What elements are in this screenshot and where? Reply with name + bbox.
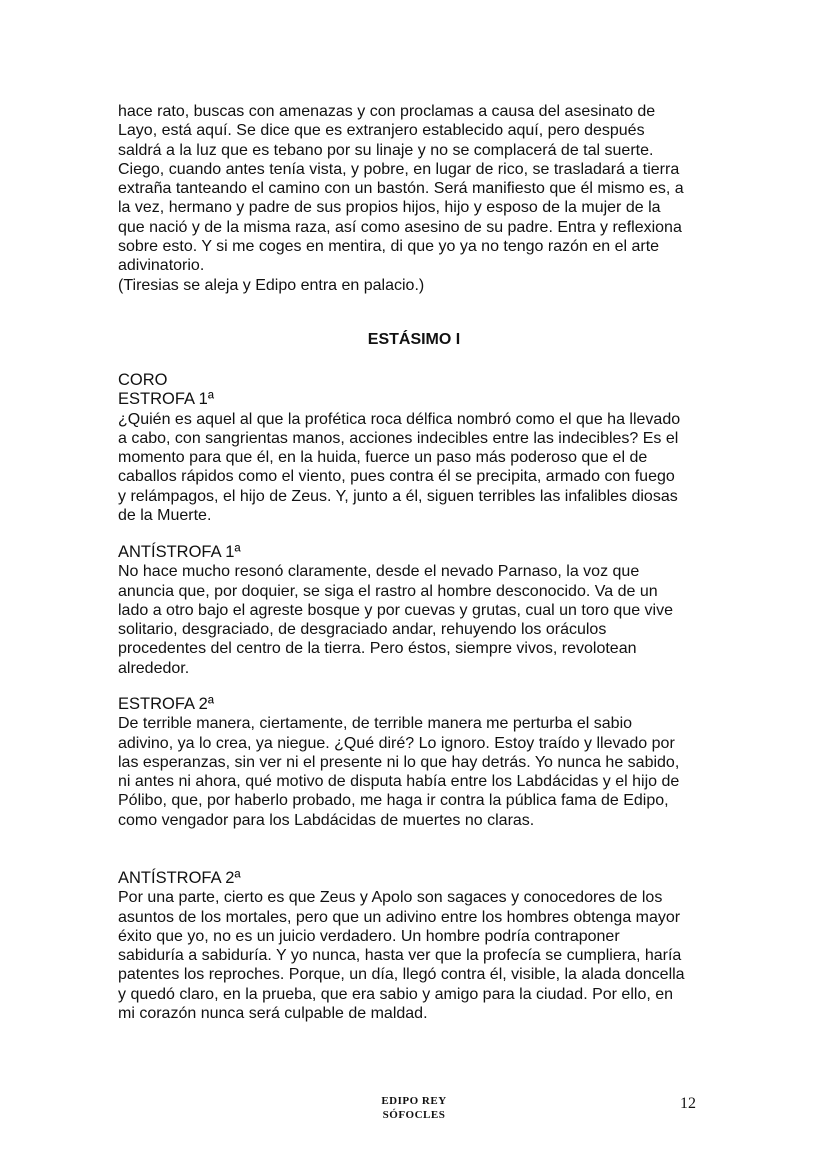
text-line: adivinatorio. (118, 257, 205, 275)
antistrofa-1-block (118, 543, 718, 678)
footer-author: SÓFOCLES (382, 1109, 446, 1121)
text-line: las esperanzas, sin ver ni el presente ni lo que hay detrás. Yo nunca he sabido, (118, 753, 680, 771)
text-line: anuncia que, por doquier, se siga el rastro al hombre desconocido. Va de un (118, 582, 658, 600)
dialogue-block (118, 102, 718, 295)
text-line: de la Muerte. (118, 507, 212, 525)
strophe-label: ESTROFA 1ª (118, 390, 214, 409)
section-title: ESTÁSIMO I (367, 331, 461, 348)
strophe-label: ANTÍSTROFA 2ª (118, 869, 241, 887)
text-line: mi corazón nunca será culpable de maldad. (118, 1005, 428, 1023)
text-line: Por una parte, cierto es que Zeus y Apolo son sagaces y conocedores de los (118, 889, 663, 907)
text-line: como vengador para los Labdácidas de muertes no claras. (118, 811, 535, 829)
text-line: patentes los reproches. Porque, un día, llegó contra él, visible, la alada doncella (118, 966, 685, 984)
text-line: adivino, ya lo crea, ya niegue. ¿Qué diré? Lo ignoro. Estoy traído y llevado por (118, 734, 675, 752)
text-line: éxito que yo, no es un juicio verdadero. Un hombre podría contraponer (118, 927, 620, 945)
speaker-label: CORO (118, 371, 168, 389)
text-line: hace rato, buscas con amenazas y con proclamas a causa del asesinato de (118, 103, 656, 120)
text-line: momento para que él, en la huida, fuerce un paso más poderoso que el de (118, 449, 648, 467)
text-line: lado a otro bajo el agreste bosque y por cuevas y grutas, cual un toro que vive (118, 601, 674, 619)
text-line: saldrá a la luz que es tebano por su linaje y no se complacerá de tal suerte. (118, 141, 654, 159)
estrofa-1-block (118, 371, 718, 525)
estrofa-2-block (118, 695, 718, 830)
text-line: ni antes ni ahora, qué motivo de disputa había entre los Labdácidas y el hijo de (118, 773, 680, 791)
text-line: asuntos de los mortales, pero que un adivino entre los hombres obtenga mayor (118, 908, 681, 926)
text-line: extraña tanteando el camino con un bastón. Será manifiesto que él mismo es, a (118, 180, 684, 198)
footer (300, 1094, 528, 1122)
text-line: y quedó claro, en la prueba, que era sabio y amigo para la ciudad. Por ello, en (118, 985, 674, 1003)
text-line: a cabo, con sangrientas manos, acciones indecibles entre las indecibles? Es el (118, 429, 679, 447)
text-line: y relámpagos, el hijo de Zeus. Y, junto a él, siguen terribles las infalibles diosas (118, 487, 678, 505)
stage-direction: (Tiresias se aleja y Edipo entra en palacio.) (118, 276, 425, 294)
text-line: caballos rápidos como el viento, pues contra él se precipita, armado con fuego (118, 468, 675, 486)
text-line: procedentes del centro de la tierra. Pero éstos, siempre vivos, revolotean (118, 640, 637, 658)
text-line: solitario, desgraciado, de desgraciado andar, rehuyendo los oráculos (118, 621, 607, 639)
text-line: Ciego, cuando antes tenía vista, y pobre, en lugar de rico, se trasladará a tierra (118, 160, 680, 178)
text-line: que nació y de la misma raza, así como asesino de su padre. Entra y reflexiona (118, 218, 682, 236)
text-line: la vez, hermano y padre de sus propios hijos, hijo y esposo de la mujer de la (118, 199, 661, 217)
page-number: 12 (680, 1095, 696, 1112)
text-line: alrededor. (118, 659, 190, 677)
text-line: sobre esto. Y si me coges en mentira, di que yo ya no tengo razón en el arte (118, 238, 660, 256)
text-line: Pólibo, que, por haberlo probado, me haga ir contra la pública fama de Edipo, (118, 792, 669, 810)
antistrofa-2-block (118, 869, 718, 1023)
text-line: ¿Quién es aquel al que la profética roca délfica nombró como el que ha llevado (118, 410, 681, 428)
strophe-label: ANTÍSTROFA 1ª (118, 543, 241, 561)
footer-book-title: EDIPO REY (381, 1095, 447, 1107)
text-line: De terrible manera, ciertamente, de terrible manera me perturba el sabio (118, 715, 633, 733)
strophe-label: ESTROFA 2ª (118, 695, 214, 713)
text-line: sabiduría a sabiduría. Y yo nunca, hasta ver que la profecía se cumpliera, haría (118, 947, 682, 965)
text-line: No hace mucho resonó claramente, desde el nevado Parnaso, la voz que (118, 563, 640, 581)
text-line: Layo, está aquí. Se dice que es extranjero establecido aquí, pero después (118, 122, 645, 140)
